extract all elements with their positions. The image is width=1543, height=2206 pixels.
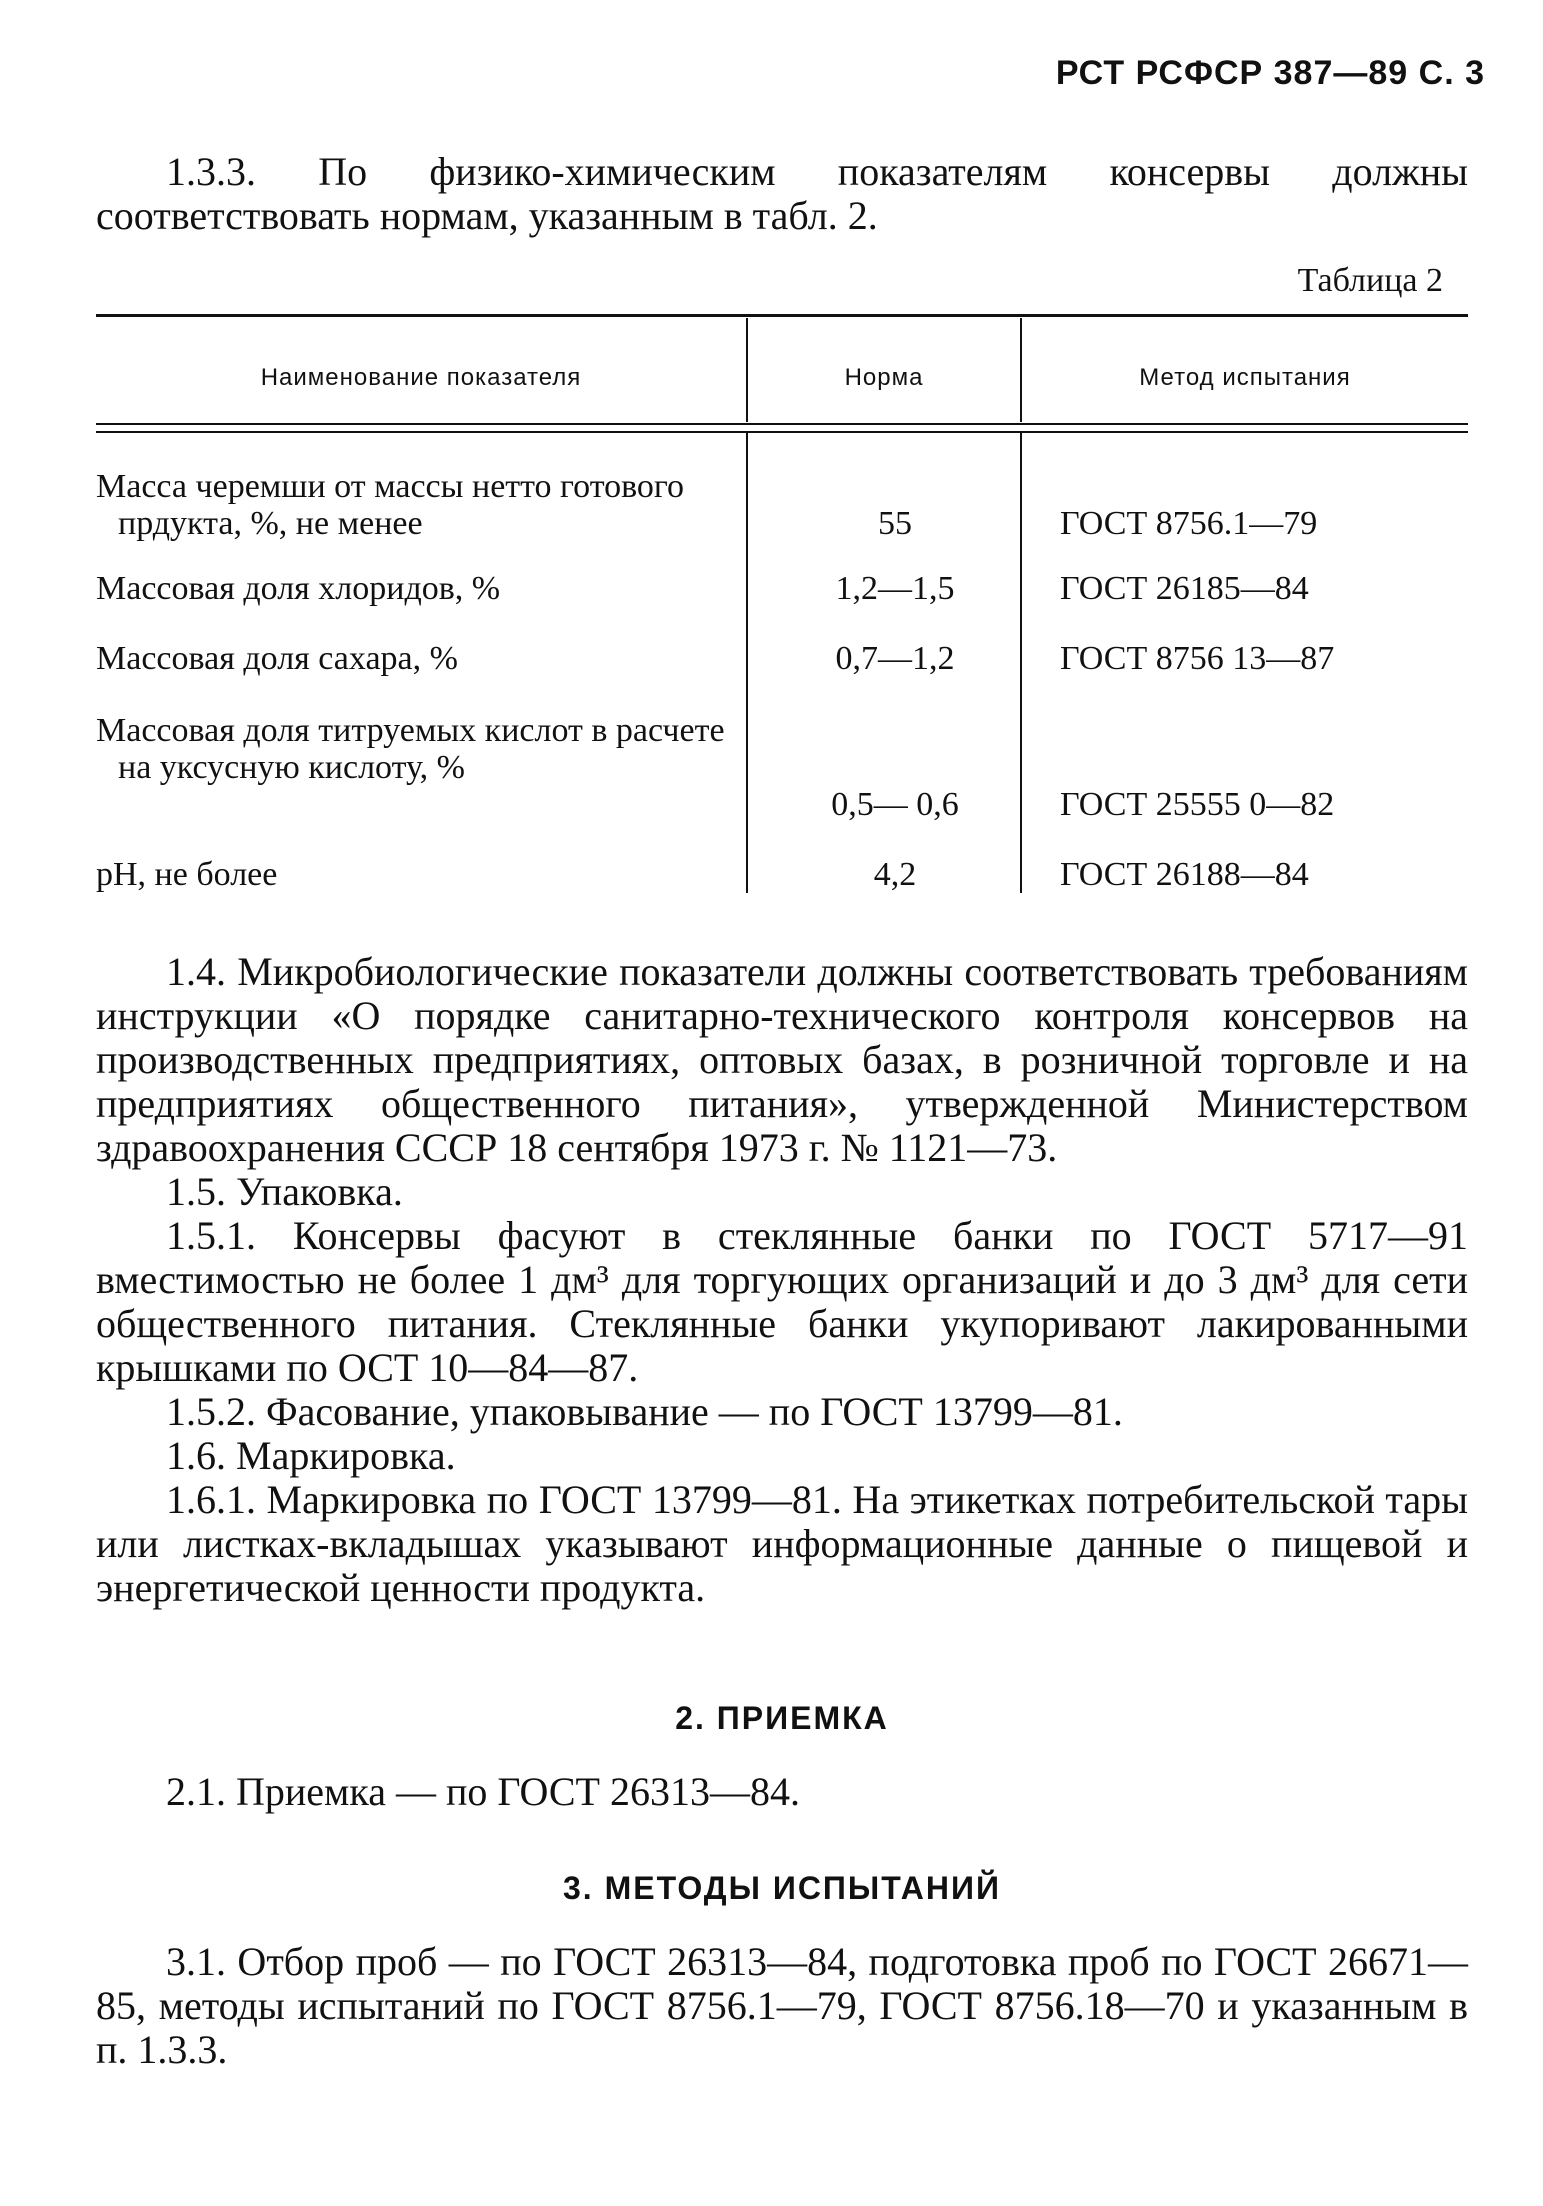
- table-row-1-method: ГОСТ 8756.1—79: [1060, 505, 1318, 542]
- table-row-2-norm: 1,2—1,5: [835, 570, 955, 607]
- intro-paragraph: [96, 150, 1468, 238]
- table-row-3-method: ГОСТ 8756 13—87: [1060, 640, 1335, 677]
- table-header-rule-1: [96, 423, 1468, 425]
- table-divider-1-body: [746, 433, 748, 893]
- clause-1-5-1: 1.5.1. Консервы фасуют в стеклянные банки по ГОСТ 5717—91 вместимостью не более 1 дм³ для торгующих организаций и до 3 дм³ для сети общественного питания. Стеклянные банки укупоривают лакированными крышками по ОСТ 10—84—87.: [96, 1213, 1468, 1390]
- table-row-2-method: ГОСТ 26185—84: [1060, 570, 1309, 607]
- table-row-4-norm: 0,5— 0,6: [831, 786, 959, 823]
- table-header-rule-2: [96, 431, 1468, 433]
- clause-1-6: 1.6. Маркировка.: [166, 1433, 456, 1478]
- table-title: Таблица 2: [1297, 262, 1443, 299]
- section-3-body: [96, 1940, 1468, 2072]
- column-header-method: Метод испытания: [1139, 364, 1351, 391]
- table-row-4-method: ГОСТ 25555 0—82: [1060, 786, 1335, 823]
- table-row-1-name: Масса черемши от массы нетто готового прдукта, %, не менее: [96, 468, 685, 542]
- clause-3-1: 3.1. Отбор проб — по ГОСТ 26313—84, подготовка проб по ГОСТ 26671—85, методы испытаний по ГОСТ 8756.1—79, ГОСТ 8756.18—70 и указанным в п. 1.3.3.: [96, 1939, 1468, 2072]
- clause-1-3-3: 1.3.3. По физико-химическим показателям консервы должны соответствовать нормам, указанным в табл. 2.: [96, 149, 1468, 238]
- table-row-5-name: pH, не более: [96, 856, 278, 893]
- section-2-heading: 2. ПРИЕМКА: [675, 1700, 889, 1736]
- table-row-3-norm: 0,7—1,2: [835, 640, 955, 677]
- table-row-1-norm: 55: [878, 505, 912, 542]
- clause-1-6-1: 1.6.1. Маркировка по ГОСТ 13799—81. На этикетках потребительской тары или листках-вкладышах указывают информационные данные о пищевой и энергетической ценности продукта.: [96, 1477, 1468, 1610]
- clause-1-4: 1.4. Микробиологические показатели должны соответствовать требованиям инструкции «О порядке санитарно-технического контроля консервов на производственных предприятиях, оптовых базах, в розничной торговле и на предприятиях общественного питания», утвержденной Министерством здравоохранения СССР 18 сентября 1973 г. № 1121—73.: [96, 949, 1468, 1170]
- body-section-1: [96, 950, 1468, 1610]
- clause-1-5: 1.5. Упаковка.: [166, 1169, 403, 1214]
- table-row-4-name: Массовая доля титруемых кислот в расчете на уксусную кислоту, %: [96, 712, 725, 786]
- column-header-name: Наименование показателя: [260, 364, 582, 391]
- table-row-5-norm: 4,2: [873, 856, 917, 893]
- table-top-rule: [96, 314, 1468, 317]
- page-header: РСТ РСФСР 387—89 С. 3: [1055, 54, 1485, 92]
- section-3-heading: 3. МЕТОДЫ ИСПЫТАНИЙ: [563, 1870, 1001, 1906]
- clause-1-5-2: 1.5.2. Фасование, упаковывание — по ГОСТ 13799—81.: [166, 1389, 1123, 1434]
- section-2-body: [96, 1770, 1468, 1814]
- table-row-2-name: Массовая доля хлоридов, %: [96, 570, 501, 607]
- clause-2-1: 2.1. Приемка — по ГОСТ 26313—84.: [166, 1769, 800, 1814]
- column-header-norm: Норма: [844, 364, 924, 391]
- table-row-3-name: Массовая доля сахара, %: [96, 640, 458, 677]
- table-row-5-method: ГОСТ 26188—84: [1060, 856, 1309, 893]
